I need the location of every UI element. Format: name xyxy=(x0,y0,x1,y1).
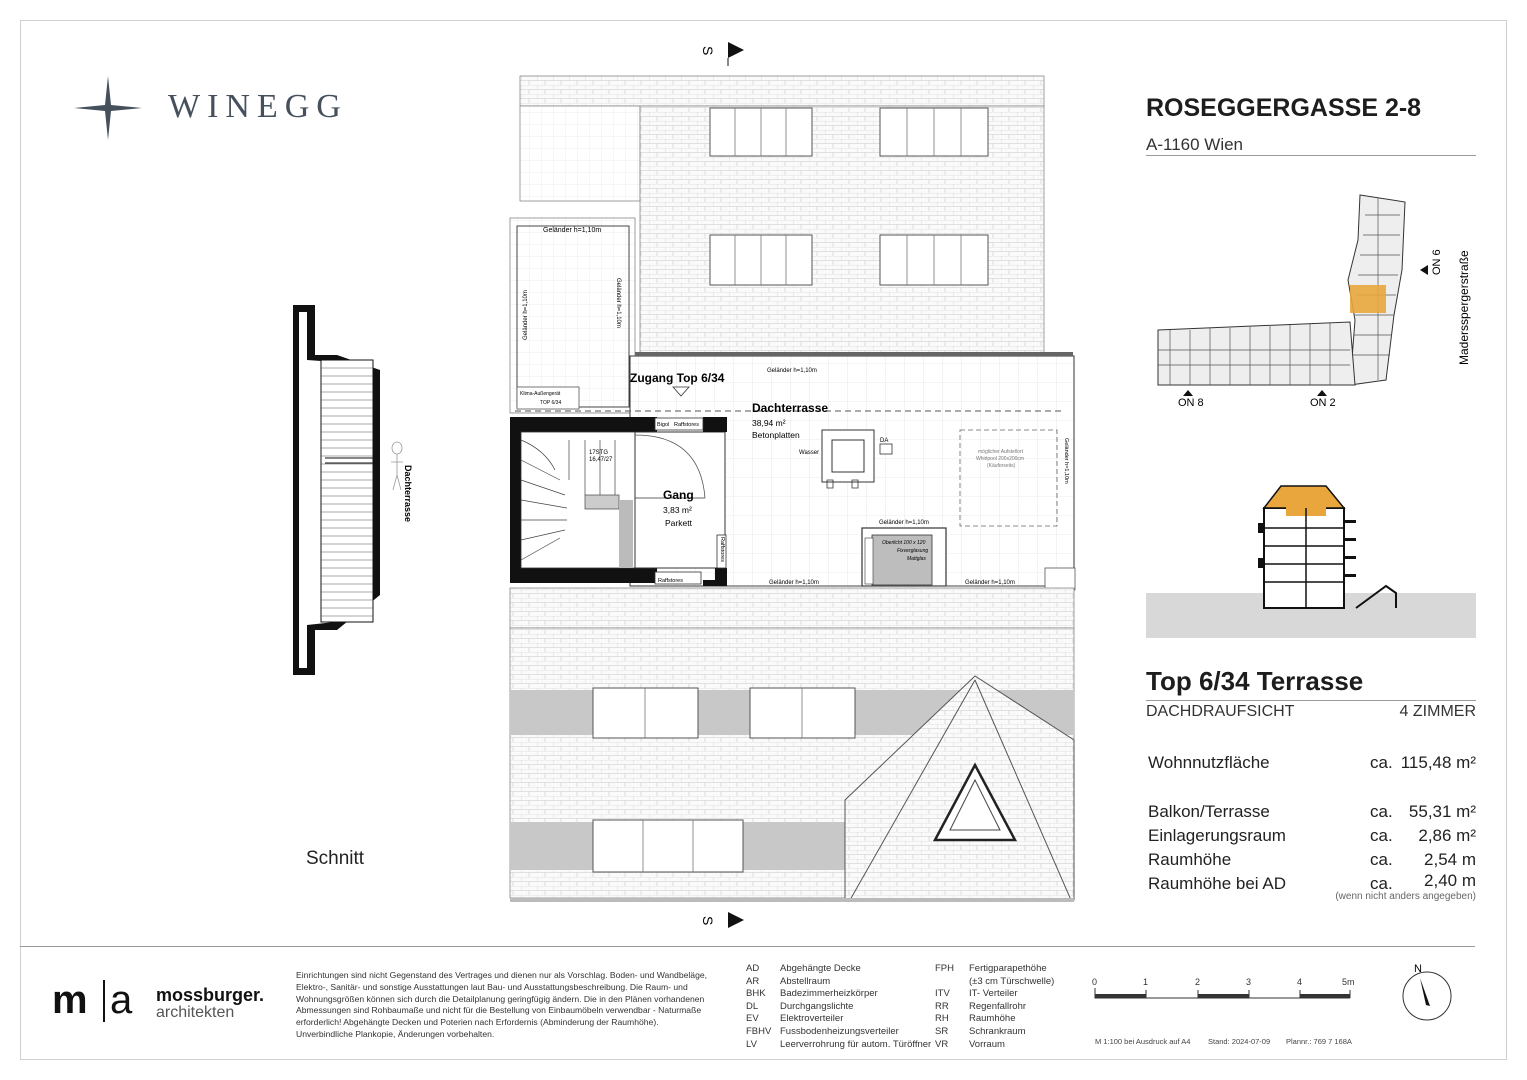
spec-value: 55,31 m² xyxy=(1408,802,1476,821)
site-plan xyxy=(1150,190,1480,415)
project-street: ROSEGGERGASSE 2-8 xyxy=(1146,94,1422,122)
plan-number: Plannr.: 769 7 168A xyxy=(1286,1037,1352,1046)
spec-value: 2,86 m² xyxy=(1418,826,1476,845)
section-marker-label: S xyxy=(700,46,716,56)
raffstores-label: Raffstores xyxy=(674,422,699,428)
abbr-row: FBHV Fussbodenheizungsverteiler xyxy=(746,1025,899,1037)
section-marker-bottom xyxy=(700,908,750,934)
section-marker-label: S xyxy=(700,916,716,926)
railing-label: Geländer h=1,10m xyxy=(615,278,621,328)
spec-value: 115,48 m² xyxy=(1400,753,1476,772)
entrance-arrow-icon xyxy=(1420,265,1428,275)
oberlicht-label-2: Fixverglasung xyxy=(897,548,929,554)
abbr-row: RR Regenfallrohr xyxy=(935,1000,1027,1012)
abbr-row: DL Durchgangslichte xyxy=(746,1000,854,1012)
gang-area: 3,83 m² xyxy=(663,505,692,515)
rooms-label: 4 ZIMMER xyxy=(1399,703,1476,720)
spec-label: Raumhöhe bei AD xyxy=(1148,874,1286,893)
scale-tick-label: 0 xyxy=(1092,977,1098,987)
raffstores-label: Raffstores xyxy=(719,537,725,562)
da-label: DA xyxy=(880,438,889,444)
abbr-row: ITV IT- Verteiler xyxy=(935,988,1018,1000)
firm-name: mossburger. xyxy=(156,985,265,1005)
scale-tick-label: 2 xyxy=(1195,977,1201,987)
building-section xyxy=(1146,478,1476,638)
wasser-label: Wasser xyxy=(799,450,820,456)
abbr-row: (±3 cm Türschwelle) xyxy=(969,975,1055,987)
compass-star-icon xyxy=(72,74,144,142)
unit-divider xyxy=(1146,700,1476,701)
raffstores-label: Raffstores xyxy=(658,578,683,584)
oberlicht-label: Oberlicht 100 x 120 xyxy=(882,540,926,546)
gang-name: Gang xyxy=(663,488,694,502)
entrance-arrow-icon xyxy=(1183,390,1193,396)
street-label: Madersspergerstraße xyxy=(1457,250,1471,365)
spec-ca: ca. xyxy=(1370,753,1393,772)
project-city: A-1160 Wien xyxy=(1146,135,1244,154)
spec-label: Raumhöhe xyxy=(1148,850,1232,869)
highlighted-unit xyxy=(1350,285,1386,313)
north-arrow-icon xyxy=(1400,958,1460,1028)
gang-floor: Parkett xyxy=(665,518,692,528)
scale-tick-label: 4 xyxy=(1297,977,1303,987)
spec-ca: ca. xyxy=(1370,874,1393,893)
terrace-floor: Betonplatten xyxy=(752,430,800,440)
spec-label: Balkon/Terrasse xyxy=(1148,802,1270,821)
entrance-label-on6: ON 6 xyxy=(1431,249,1443,275)
abbr-row: FPH Fertigparapethöhe xyxy=(935,963,1047,974)
abbreviations-right xyxy=(935,963,1054,1051)
brand-logo-text: WINEGG xyxy=(168,88,348,125)
section-label: Schnitt xyxy=(306,848,365,869)
railing-label: Geländer h=1,10m xyxy=(767,368,817,374)
title-divider xyxy=(1146,155,1476,156)
whirlpool-label-2: Whirlpool 200x200cm xyxy=(976,456,1025,462)
scale-bar xyxy=(1090,988,1360,1004)
entrance-arrow-icon xyxy=(1317,390,1327,396)
scale-tick-label: 3 xyxy=(1246,977,1252,987)
oberlicht-label-3: Mattglas xyxy=(907,556,926,562)
section-terrace-label: Dachterrasse xyxy=(403,465,413,523)
entrance-label-on8: ON 8 xyxy=(1178,397,1204,409)
entrance-label-on2: ON 2 xyxy=(1310,397,1336,409)
railing-label: Geländer h=1,10m xyxy=(1063,438,1069,484)
spec-value: 2,40 m xyxy=(1424,871,1476,890)
firm-sub: architekten xyxy=(156,1004,235,1021)
firm-mark-divider xyxy=(103,980,105,1022)
abbr-row: EV Elektroverteiler xyxy=(746,1013,844,1025)
spec-label: Einlagerungsraum xyxy=(1148,826,1286,845)
spec-ca: ca. xyxy=(1370,826,1393,845)
zugang-label: Zugang Top 6/34 xyxy=(630,371,725,385)
floor-plan xyxy=(505,40,1085,930)
footer-divider xyxy=(20,946,1475,947)
abbr-row: AR Abstellraum xyxy=(746,975,831,987)
terrace-area: 38,94 m² xyxy=(752,418,786,428)
abbreviations-left xyxy=(746,963,931,1051)
klima-label: Klima-Außengerät xyxy=(520,391,561,397)
whirlpool-label-3: (Käuferseits) xyxy=(987,463,1016,469)
view-label: DACHDRAUFSICHT xyxy=(1146,703,1295,720)
person-figure-icon xyxy=(392,442,402,454)
stairs-label: 17STG xyxy=(589,450,609,456)
section-marker-top xyxy=(700,40,750,66)
spec-note: (wenn nicht anders angegeben) xyxy=(1335,891,1476,902)
scale-text: M 1:100 bei Ausdruck auf A4 xyxy=(1095,1037,1191,1046)
whirlpool-label: möglicher Aufstellort xyxy=(978,449,1024,455)
section-drawing xyxy=(285,300,415,680)
abbr-row: AD Abgehängte Decke xyxy=(746,963,861,974)
railing-label: Geländer h=1,10m xyxy=(769,580,819,586)
stairs-label-2: 16,47/27 xyxy=(589,457,613,463)
section-arrow-icon xyxy=(728,42,744,58)
unit-title: Top 6/34 Terrasse xyxy=(1146,666,1364,696)
spec-value: 2,54 m xyxy=(1424,850,1476,869)
abbr-row: SR Schrankraum xyxy=(935,1025,1026,1037)
north-label: N xyxy=(1414,963,1422,975)
abbr-row: LV Leerverrohrung für autom. Türöffner xyxy=(746,1038,932,1050)
klima-label-2: TOP 6/34 xyxy=(540,400,562,406)
abbr-row: BHK Badezimmerheizkörper xyxy=(746,988,878,1000)
railing-label: Geländer h=1,10m xyxy=(965,580,1015,586)
abbr-row: RH Raumhöhe xyxy=(935,1013,1016,1025)
abbr-row: VR Vorraum xyxy=(935,1038,1005,1050)
railing-label: Geländer h=1,10m xyxy=(543,227,602,234)
section-arrow-icon xyxy=(728,912,744,928)
stand-date: Stand: 2024-07-09 xyxy=(1208,1037,1271,1046)
bigol-label: Bigol xyxy=(657,422,670,428)
terrace-name: Dachterrasse xyxy=(752,401,829,415)
spec-label: Wohnnutzfläche xyxy=(1148,753,1270,772)
spec-ca: ca. xyxy=(1370,802,1393,821)
firm-mark-right: a xyxy=(110,978,133,1022)
scale-tick-label: 1 xyxy=(1143,977,1149,987)
scale-tick-label: 5m xyxy=(1342,977,1355,987)
railing-label: Geländer h=1,10m xyxy=(523,290,529,340)
disclaimer: Einrichtungen sind nicht Gegenstand des Vertrages und dienen nur als Vorschlag. Boden- und Wandbeläge, Elektro-, Sanitär- und sonstige Ausstattungen laut Bau- und Ausstattungsbeschreibung. Die Raum- und Wohnungsgrößen können sich durch die Detailplanung geringfügig ändern. Die in den Plänen vorhandenen Abmessungen sind Rohbaumaße und nicht für die Bestellung von Einbaumöbeln verwendbar - Naturmaße erforderlich! Abgehängte Decken und Poterien nach Erfordernis (Abminderung der Raumhöhe). Unverbindliche Plankopie, Änderungen vorbehalten. xyxy=(296,970,708,1039)
spec-ca: ca. xyxy=(1370,850,1393,869)
firm-mark-left: m xyxy=(52,978,88,1022)
railing-label: Geländer h=1,10m xyxy=(879,520,929,526)
